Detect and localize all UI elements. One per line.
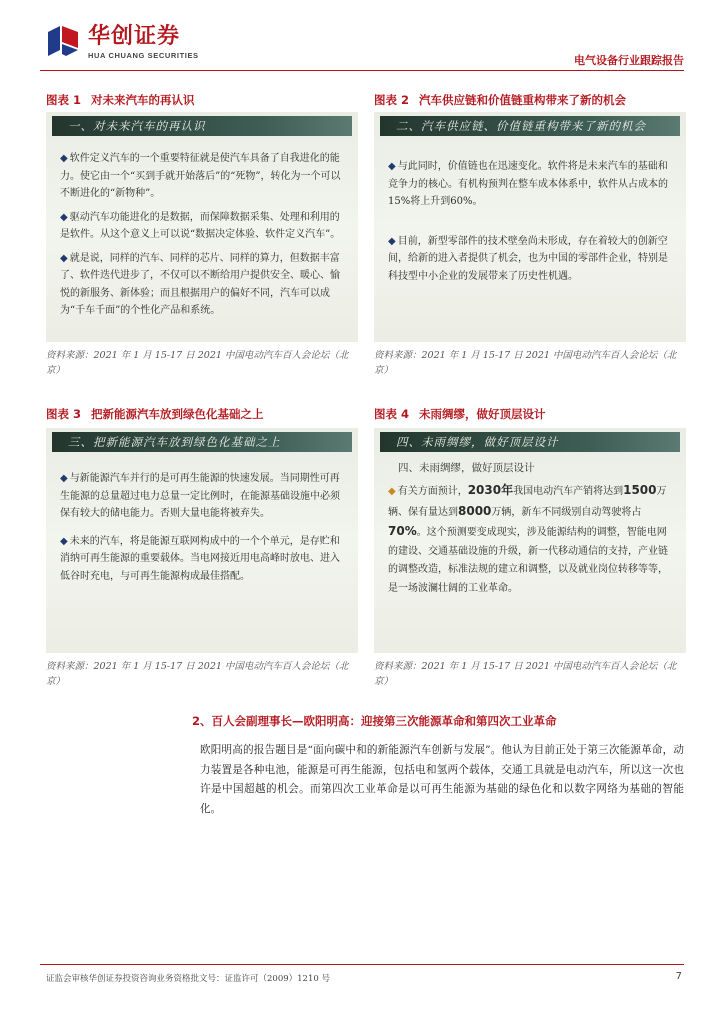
figure-1-bullet: ◆ 驱动汽车功能进化的是数据，而保障数据采集、处理和利用的是软件。从这个意义上可以说“数据决定体验、软件定义汽车”。	[60, 211, 341, 240]
figure-1-bullet: ◆ 软件定义汽车的一个重要特征就是使汽车具备了自我进化的能力。使它由一个“买到手就开始落后”的“死物”，转化为一个可以不断进化的“新物种”。	[60, 153, 341, 199]
figure-2-title: 汽车供应链和价值链重构带来了新的机会	[419, 93, 627, 107]
brand-name-english: HUA CHUANG SECURITIES	[88, 51, 199, 60]
figure-3-title: 把新能源汽车放到绿色化基础之上	[91, 407, 264, 421]
figure-3-banner: 三、把新能源汽车放到绿色化基础之上	[52, 432, 352, 452]
figure-1-banner: 一、对未来汽车的再认识	[52, 116, 352, 136]
figure-2-text	[374, 136, 686, 285]
report-type-label: 电气设备行业跟踪报告	[574, 54, 684, 67]
figure-2-number: 图表 2	[374, 93, 410, 107]
figure-2-bullet: ◆ 与此同时，价值链也在迅速变化。软件将是未来汽车的基础和竞争力的核心。有机构预判在整车成本体系中，软件从占成本的15%将上升到60%。	[388, 161, 668, 207]
figure-3-number: 图表 3	[46, 407, 82, 421]
figure-1-bullet: ◆ 就是说，同样的汽车、同样的芯片、同样的算力，但数据丰富了、软件迭代进步了，不仅可以不断给用户提供安全、暖心、愉悦的新服务、新体验；而且根据用户的偏好不同，汽车可以成为“千车千面”的个性化产品和系统。	[60, 252, 340, 316]
figure-2-source: 资料来源：2021 年 1 月 15-17 日 2021 中国电动汽车百人会论坛（北京）	[374, 350, 677, 376]
figure-3-bullet: ◆ 未来的汽车，将是能源互联网构成中的一个个单元，是存贮和消纳可再生能源的重要载体。当电网接近用电高峰时放电、进入低谷时充电，与可再生能源构成最佳搭配。	[60, 535, 340, 582]
figure-4-title: 未雨绸缪，做好顶层设计	[419, 407, 546, 421]
section-heading-prefix: 2、百人会副理事长—欧阳明高：	[192, 714, 362, 728]
figure-2-banner: 二、汽车供应链、价值链重构带来了新的机会	[380, 116, 680, 136]
figure-2-image	[374, 112, 686, 342]
figure-2-caption	[374, 91, 686, 109]
footer-divider	[40, 964, 684, 965]
figure-3-bullet: ◆ 与新能源汽车并行的是可再生能源的快速发展。当同期性可再生能源的总量超过电力总量一定比例时，在能源基础设施中必须保有较大的储电能力。否则大量电能将被弃失。	[60, 473, 340, 519]
figure-4-subtitle: 四、未雨绸缪，做好顶层设计	[398, 462, 535, 474]
figure-1-image	[46, 112, 358, 342]
figure-3-text	[46, 452, 358, 585]
section-body: 欧阳明高的报告题目是“面向碳中和的新能源汽车创新与发展”。他认为目前正处于第三次能源革命，动力装置是各种电池，能源是可再生能源，包括电和氢两个载体，交通工具就是电动汽车，所以这一次也许是中国超越的机会。而第四次工业革命是以可再生能源为基础的绿色化和以数字网络为基础的智能化。	[200, 744, 684, 815]
figure-1-number: 图表 1	[46, 93, 82, 107]
footer-license: 证监会审核华创证券投资咨询业务资格批文号：证监许可（2009）1210 号	[46, 974, 330, 984]
figure-1-title: 对未来汽车的再认识	[91, 93, 195, 107]
figure-4-caption	[374, 405, 686, 423]
company-logo	[46, 24, 80, 58]
figure-4-source: 资料来源：2021 年 1 月 15-17 日 2021 中国电动汽车百人会论坛（北京）	[374, 661, 677, 687]
figure-4-banner: 四、未雨绸缪，做好顶层设计	[380, 432, 680, 452]
figure-2-bullet: ◆ 目前，新型零部件的技术壁垒尚未形成，存在着较大的创新空间，给新的进入者提供了机会，也为中国的零部件企业，特别是科技型中小企业的发展带来了历史性机遇。	[388, 235, 668, 282]
figure-4	[374, 405, 686, 689]
figure-3-caption	[46, 405, 358, 423]
section-heading-title: 迎接第三次能源革命和第四次工业革命	[361, 714, 557, 728]
figure-1-text	[46, 136, 358, 320]
figure-3	[46, 405, 358, 689]
figure-2	[374, 91, 686, 378]
figure-4-bullet: ◆ 有关方面预计，2030年我国电动汽车产销将达到1500万辆、保有量达到8000万辆，新车不同级别自动驾驶将占70%。这个预测要变成现实，涉及能源结构的调整，智能电网的建设、交通基础设施的升级，新一代移动通信的支持，产业链的调整改造，标准法规的建立和调整，以及就业岗位转移等等，是一场波澜壮阔的工业革命。	[388, 483, 668, 594]
figure-3-source: 资料来源：2021 年 1 月 15-17 日 2021 中国电动汽车百人会论坛（北京）	[46, 661, 349, 687]
figure-4-text	[374, 479, 686, 598]
figure-1-source: 资料来源：2021 年 1 月 15-17 日 2021 中国电动汽车百人会论坛（北京）	[46, 350, 349, 376]
page-number: 7	[675, 971, 682, 982]
header-divider	[40, 70, 684, 71]
figure-3-image	[46, 428, 358, 653]
figure-1-caption	[46, 91, 358, 109]
figure-4-image	[374, 428, 686, 653]
brand-name: 华创证券	[88, 24, 181, 49]
figure-1	[46, 91, 358, 378]
figure-4-number: 图表 4	[374, 407, 410, 421]
section-heading	[192, 713, 557, 729]
